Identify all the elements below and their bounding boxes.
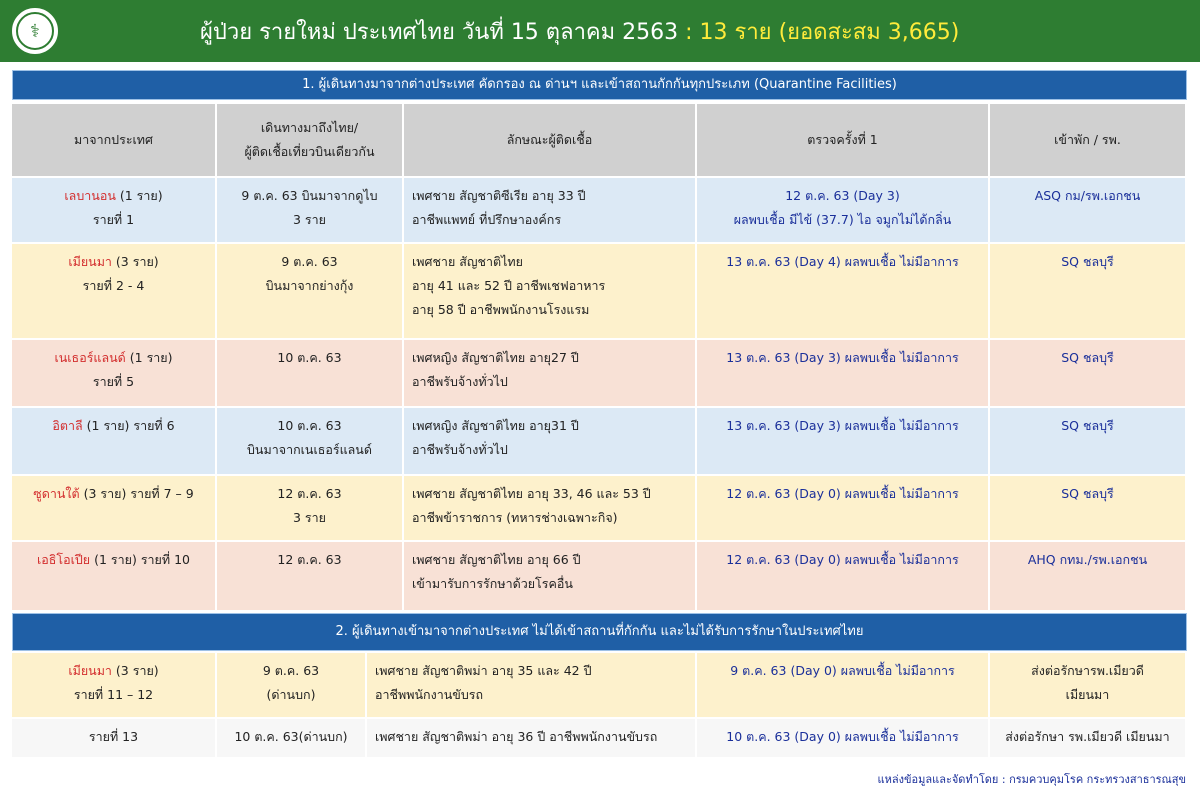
profile-line: อาชีพแพทย์ ที่ปรึกษาองค์กร — [412, 212, 562, 227]
facility-cell — [990, 178, 1187, 244]
test-result-cell — [697, 542, 990, 612]
facility-cell — [990, 408, 1187, 476]
col-facility: เข้าพัก / รพ. — [990, 104, 1187, 178]
country-count: (1 ราย) รายที่ 10 — [90, 552, 191, 567]
test-line: 13 ต.ค. 63 (Day 4) ผลพบเชื้อ ไม่มีอาการ — [726, 254, 959, 269]
profile-cell — [404, 408, 697, 476]
country-count: (3 ราย) — [111, 663, 159, 678]
facility-name: ASQ กม/รพ.เอกชน — [1034, 188, 1141, 203]
facility-name: SQ ชลบุรี — [1061, 418, 1114, 433]
arrival-line: 3 ราย — [293, 212, 326, 227]
table-row — [12, 653, 1187, 719]
arrival-line: 12 ต.ค. 63 — [277, 552, 342, 567]
arrival-cell — [217, 476, 404, 542]
profile-line: เพศชาย สัญชาติไทย อายุ 33, 46 และ 53 ปี — [412, 486, 651, 501]
profile-line: อาชีพรับจ้างทั่วไป — [412, 374, 508, 389]
facility-cell — [990, 542, 1187, 612]
arrival-cell — [217, 542, 404, 612]
col-first-test: ตรวจครั้งที่ 1 — [697, 104, 990, 178]
arrival-cell — [217, 653, 367, 719]
profile-cell — [404, 476, 697, 542]
country-name: อิตาลี — [52, 418, 83, 433]
test-line: 13 ต.ค. 63 (Day 3) ผลพบเชื้อ ไม่มีอาการ — [726, 418, 959, 433]
table-row — [12, 244, 1187, 340]
arrival-line: บินมาจากย่างกุ้ง — [265, 278, 354, 293]
non-quarantine-cases-table — [12, 653, 1187, 759]
country-count: (1 ราย) — [125, 350, 173, 365]
new-case-count: : 13 ราย — [678, 20, 772, 45]
arrival-line: (ด่านบก) — [266, 687, 316, 702]
arrival-line: 10 ต.ค. 63 — [277, 350, 342, 365]
table-header-row — [12, 104, 1187, 178]
page-header — [0, 0, 1200, 62]
facility-line: ส่งต่อรักษา รพ.เมียวดี เมียนมา — [1005, 729, 1170, 744]
test-line: ผลพบเชื้อ มีไข้ (37.7) ไอ จมูกไม่ได้กลิ่น — [733, 212, 952, 227]
test-result-cell — [697, 719, 990, 759]
test-result-cell — [697, 476, 990, 542]
country-name: เมียนมา — [68, 254, 112, 269]
country-name: เลบานอน — [64, 188, 116, 203]
country-cell — [12, 178, 217, 244]
profile-line: อาชีพข้าราชการ (ทหารช่างเฉพาะกิจ) — [412, 510, 618, 525]
case-number: รายที่ 1 — [92, 212, 135, 227]
country-name: เมียนมา — [68, 663, 112, 678]
test-result-cell — [697, 408, 990, 476]
data-source-credit: แหล่งข้อมูลและจัดทำโดย : กรมควบคุมโรค กระทรวงสาธารณสุข — [877, 773, 1186, 786]
table-row — [12, 178, 1187, 244]
arrival-line: 3 ราย — [293, 510, 326, 525]
facility-name: SQ ชลบุรี — [1061, 486, 1114, 501]
arrival-line: บินมาจากเนเธอร์แลนด์ — [247, 442, 372, 457]
profile-cell — [404, 178, 697, 244]
case-number: รายที่ 13 — [88, 729, 139, 744]
profile-line: อายุ 41 และ 52 ปี อาชีพเชฟอาหาร — [412, 278, 606, 293]
facility-line: เมียนมา — [1065, 687, 1110, 702]
country-cell — [12, 408, 217, 476]
facility-name: SQ ชลบุรี — [1061, 350, 1114, 365]
case-number: รายที่ 11 – 12 — [73, 687, 154, 702]
page-title: ผู้ป่วย รายใหม่ ประเทศไทย วันที่ 15 ตุลาคม 2563 : 13 ราย (ยอดสะสม 3,665) — [200, 20, 960, 45]
arrival-line: 9 ต.ค. 63 — [262, 663, 320, 678]
col-arrival: เดินทางมาถึงไทย/ ผู้ติดเชื้อเที่ยวบินเดียวกัน — [217, 104, 404, 178]
col-country: มาจากประเทศ — [12, 104, 217, 178]
facility-name: AHQ กทม./รพ.เอกชน — [1027, 552, 1148, 567]
country-count: (3 ราย) รายที่ 7 – 9 — [79, 486, 194, 501]
test-line: 12 ต.ค. 63 (Day 0) ผลพบเชื้อ ไม่มีอาการ — [726, 552, 959, 567]
profile-line: อายุ 58 ปี อาชีพพนักงานโรงแรม — [412, 302, 590, 317]
country-cell — [12, 719, 217, 759]
arrival-cell — [217, 178, 404, 244]
arrival-line: 9 ต.ค. 63 บินมาจากดูไบ — [241, 188, 378, 203]
test-result-cell — [697, 178, 990, 244]
arrival-line: 9 ต.ค. 63 — [281, 254, 338, 269]
table-row — [12, 340, 1187, 408]
facility-cell — [990, 476, 1187, 542]
country-name: เอธิโอเปีย — [36, 552, 91, 567]
section-1-header: 1. ผู้เดินทางมาจากต่างประเทศ คัดกรอง ณ ด่านฯ และเข้าสถานกักกันทุกประเภท (Quarantine Facilities) — [12, 70, 1187, 100]
test-line: 12 ต.ค. 63 (Day 0) ผลพบเชื้อ ไม่มีอาการ — [726, 486, 959, 501]
table-row — [12, 408, 1187, 476]
test-line: 9 ต.ค. 63 (Day 0) ผลพบเชื้อ ไม่มีอาการ — [730, 663, 955, 678]
profile-cell — [404, 244, 697, 340]
test-result-cell — [697, 653, 990, 719]
facility-name: SQ ชลบุรี — [1061, 254, 1114, 269]
test-line: 13 ต.ค. 63 (Day 3) ผลพบเชื้อ ไม่มีอาการ — [726, 350, 959, 365]
profile-cell — [367, 719, 697, 759]
ministry-logo-icon: ⚕ — [10, 6, 60, 56]
arrival-line: 12 ต.ค. 63 — [277, 486, 342, 501]
test-result-cell — [697, 244, 990, 340]
arrival-cell — [217, 340, 404, 408]
case-number: รายที่ 5 — [92, 374, 135, 389]
profile-cell — [404, 340, 697, 408]
profile-line: เพศชาย สัญชาติพม่า อายุ 35 และ 42 ปี — [375, 663, 592, 678]
test-line: 12 ต.ค. 63 (Day 3) — [785, 188, 900, 203]
country-name: ซูดานใต้ — [33, 486, 80, 501]
country-count: (1 ราย) รายที่ 6 — [82, 418, 175, 433]
arrival-cell — [217, 719, 367, 759]
col-profile: ลักษณะผู้ติดเชื้อ — [404, 104, 697, 178]
profile-line: เพศหญิง สัญชาติไทย อายุ31 ปี — [412, 418, 579, 433]
case-number: รายที่ 2 - 4 — [82, 278, 145, 293]
test-line: 10 ต.ค. 63 (Day 0) ผลพบเชื้อ ไม่มีอาการ — [726, 729, 959, 744]
arrival-cell — [217, 408, 404, 476]
profile-line: เพศชาย สัญชาติซีเรีย อายุ 33 ปี — [412, 188, 586, 203]
facility-cell — [990, 340, 1187, 408]
table-row — [12, 719, 1187, 759]
cumulative-total: (ยอดสะสม 3,665) — [771, 20, 960, 45]
profile-line: เข้ามารับการรักษาด้วยโรคอื่น — [412, 576, 573, 591]
country-cell — [12, 340, 217, 408]
arrival-line: 10 ต.ค. 63(ด่านบก) — [234, 729, 348, 744]
country-cell — [12, 476, 217, 542]
country-count: (1 ราย) — [115, 188, 163, 203]
profile-line: เพศชาย สัญชาติพม่า อายุ 36 ปี อาชีพพนักงานขับรถ — [375, 729, 658, 744]
section-2-header: 2. ผู้เดินทางเข้ามาจากต่างประเทศ ไม่ได้เข้าสถานที่กักกัน และไม่ได้รับการรักษาในประเทศไทย — [12, 613, 1187, 651]
arrival-line: 10 ต.ค. 63 — [277, 418, 342, 433]
country-cell — [12, 653, 217, 719]
facility-cell — [990, 653, 1187, 719]
table-row — [12, 476, 1187, 542]
arrival-cell — [217, 244, 404, 340]
country-count: (3 ราย) — [111, 254, 159, 269]
country-cell — [12, 244, 217, 340]
profile-line: เพศชาย สัญชาติไทย อายุ 66 ปี — [412, 552, 581, 567]
profile-line: เพศหญิง สัญชาติไทย อายุ27 ปี — [412, 350, 579, 365]
profile-line: อาชีพพนักงานขับรถ — [375, 687, 484, 702]
profile-line: เพศชาย สัญชาติไทย — [412, 254, 523, 269]
quarantine-cases-table — [12, 104, 1187, 612]
facility-line: ส่งต่อรักษารพ.เมียวดี — [1031, 663, 1144, 678]
profile-line: อาชีพรับจ้างทั่วไป — [412, 442, 508, 457]
country-cell — [12, 542, 217, 612]
profile-cell — [404, 542, 697, 612]
test-result-cell — [697, 340, 990, 408]
facility-cell — [990, 244, 1187, 340]
facility-cell — [990, 719, 1187, 759]
profile-cell — [367, 653, 697, 719]
table-row — [12, 542, 1187, 612]
country-name: เนเธอร์แลนด์ — [54, 350, 126, 365]
